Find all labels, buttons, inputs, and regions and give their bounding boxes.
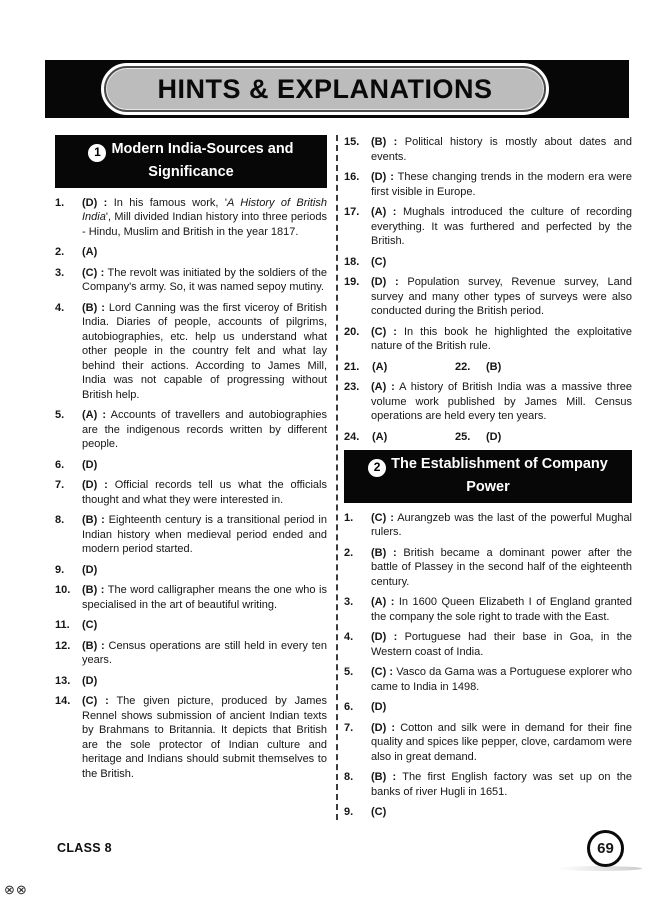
answer-item xyxy=(344,255,632,270)
question-number: 6. xyxy=(55,458,65,471)
answer-item xyxy=(344,595,632,624)
answer-text xyxy=(82,563,327,578)
answer-explanation: The revolt was initiated by the soldiers of the Company's army. So, it was named sepoy mutiny. xyxy=(82,266,327,293)
answer-pair-row xyxy=(344,360,632,375)
answer-text xyxy=(371,511,632,540)
answer-explanation: Population survey, Revenue survey, Land survey and many other types of surveys were also conducted during the British period. xyxy=(371,276,632,317)
answer-explanation: Eighteenth century is a transitional period in Indian history when medieval period ended and modern period started. xyxy=(82,514,327,555)
question-number: 4. xyxy=(55,301,65,314)
answer-item xyxy=(55,478,327,507)
answer-item xyxy=(55,245,327,260)
answer-explanation: Aurangzeb was the last of the powerful Mughal rulers. xyxy=(371,511,633,538)
answer-explanation: British became a dominant power after the battle of Plassey in the second half of the eighteenth century. xyxy=(371,546,632,588)
answer-text xyxy=(82,196,327,240)
answer-item xyxy=(55,196,327,240)
answer-item xyxy=(55,694,327,781)
answer-option: (C) : xyxy=(371,511,394,524)
question-number: 23. xyxy=(344,381,360,393)
question-number: 24. xyxy=(344,430,360,443)
answer-explanation: Cotton and silk were in demand for their fine quality and spices like pepper, clove, cardamom were also in great demand. xyxy=(371,721,632,763)
answer-option: (A) : xyxy=(82,409,107,421)
answer-option: (C) xyxy=(82,619,98,631)
question-number: 8. xyxy=(55,514,65,526)
page-header-banner xyxy=(45,60,629,118)
answer-text xyxy=(371,546,632,590)
answer-item xyxy=(55,458,327,473)
answer-text xyxy=(371,380,632,424)
answer-explanation: Official records tell us what the officials thought and what they were interested in. xyxy=(82,479,327,506)
answer-explanation: The first English factory was set up on the banks of river Hugli in 1651. xyxy=(371,771,632,798)
answer-item xyxy=(55,301,327,403)
question-number: 15. xyxy=(344,136,360,148)
answer-text xyxy=(82,301,327,403)
question-number: 17. xyxy=(344,206,360,218)
answer-option: (C) xyxy=(371,806,387,818)
question-number: 18. xyxy=(344,255,360,268)
answer-item xyxy=(344,665,632,694)
question-number: 7. xyxy=(55,479,65,491)
answer-option: (B) xyxy=(486,360,502,373)
answer-text xyxy=(371,255,632,270)
answer-explanation: The word calligrapher means the one who is specialised in the art of beautiful writing. xyxy=(82,584,327,611)
answer-option: (A) xyxy=(372,430,388,443)
question-number: 20. xyxy=(344,325,360,338)
answer-option: (D) : xyxy=(82,196,108,209)
answer-text xyxy=(371,170,632,199)
question-number: 7. xyxy=(344,721,354,734)
answer-explanation: Political history is mostly about dates and events. xyxy=(371,136,632,163)
answer-item xyxy=(344,546,632,590)
answer-item xyxy=(55,674,327,689)
answer-item xyxy=(344,170,632,199)
answer-text xyxy=(371,700,632,715)
answer-text xyxy=(371,630,632,659)
answer-option: (A) : xyxy=(371,381,395,393)
section-title: The Establishment of Company Power xyxy=(391,456,608,495)
answer-item xyxy=(344,205,632,249)
question-number: 1. xyxy=(55,196,65,209)
answer-option: (B) : xyxy=(82,584,105,596)
answer-text xyxy=(371,205,632,249)
question-number: 2. xyxy=(344,546,354,559)
question-number: 12. xyxy=(55,639,71,652)
answer-item xyxy=(55,563,327,578)
answer-option: (A) xyxy=(82,246,98,258)
answer-option: (D) xyxy=(82,563,98,576)
section-title: Modern India-Sources and Significance xyxy=(111,141,294,180)
answer-option: (D) : xyxy=(371,171,394,183)
answer-text xyxy=(82,266,327,295)
answer-text xyxy=(82,458,327,473)
section-header xyxy=(55,135,327,188)
answer-item xyxy=(344,325,632,354)
question-number: 14. xyxy=(55,695,71,707)
answer-item xyxy=(344,805,632,820)
answer-item xyxy=(344,511,632,540)
page-title: HINTS & EXPLANATIONS xyxy=(106,68,544,110)
answer-option: (A) : xyxy=(371,596,395,608)
answer-item xyxy=(344,721,632,765)
answer-explanation: In 1600 Queen Elizabeth I of England granted the company the sole right to trade with the East. xyxy=(371,596,632,623)
answer-option: (C) xyxy=(371,255,387,268)
section-number-badge: 2 xyxy=(368,459,386,477)
column-divider xyxy=(336,135,338,820)
answer-explanation: Vasco da Gama was a Portuguese explorer who came to India in 1498. xyxy=(371,666,632,693)
answer-text xyxy=(371,805,632,820)
answer-item xyxy=(55,618,327,633)
question-number: 19. xyxy=(344,276,360,288)
answer-text xyxy=(82,639,327,668)
answer-item xyxy=(344,380,632,424)
answer-option: (C) : xyxy=(371,325,397,338)
page-number-badge: 69 xyxy=(587,830,624,867)
answer-explanation: Accounts of travellers and autobiographies are the indigenous records written by different people. xyxy=(82,409,327,450)
question-number: 8. xyxy=(344,771,354,783)
answer-explanation: A history of British India was a massive three volume work published by James Mill. Census operations are held every ten years. xyxy=(371,381,632,422)
answer-text xyxy=(371,275,632,319)
answer-text xyxy=(82,408,327,452)
section-header xyxy=(344,450,632,503)
answer-explanation: These changing trends in the modern era were first visible in Europe. xyxy=(371,171,632,198)
answer-item xyxy=(344,630,632,659)
question-number: 10. xyxy=(55,584,71,596)
answer-explanation: Lord Canning was the first viceroy of British India. Diaries of people, accounts of pilgrims, autobiographies, etc. help us understand what other people in the country felt and what lay behind their actions. According to James Mill, India was not capable of progressing without British help. xyxy=(82,301,328,401)
answer-option: (B) : xyxy=(82,639,105,652)
header-title-pill xyxy=(101,63,549,115)
answer-option: (D) : xyxy=(371,631,398,643)
question-number: 9. xyxy=(344,806,354,818)
answer-option: (B) : xyxy=(371,771,397,783)
answer-option: (D) xyxy=(371,701,387,713)
answer-text xyxy=(82,513,327,557)
answer-text xyxy=(82,478,327,507)
answer-option: (B) : xyxy=(371,546,397,559)
answer-text xyxy=(371,325,632,354)
answer-explanation: Portuguese had their base in Goa, in the Western coast of India. xyxy=(371,631,632,658)
answer-option: (D) : xyxy=(82,479,108,491)
answer-explanation: In this book he highlighted the exploitative nature of the British rule. xyxy=(371,325,632,352)
answer-item xyxy=(55,513,327,557)
answer-pair-row xyxy=(344,430,632,445)
left-column xyxy=(55,135,327,787)
answer-option: (A) : xyxy=(371,206,397,218)
answer-text xyxy=(371,595,632,624)
question-number: 13. xyxy=(55,674,71,687)
answer-text xyxy=(82,583,327,612)
question-number: 22. xyxy=(455,360,471,373)
answer-text xyxy=(82,674,327,689)
answer-text xyxy=(371,721,632,765)
page-badge-shadow xyxy=(556,866,642,871)
question-number: 3. xyxy=(55,266,65,279)
answer-item xyxy=(55,408,327,452)
answer-explanation: Census operations are still held in every ten years. xyxy=(82,639,327,666)
question-number: 2. xyxy=(55,246,65,258)
answer-option: (D) : xyxy=(371,276,399,288)
answer-option: (A) xyxy=(372,360,388,373)
answer-text xyxy=(371,770,632,799)
question-number: 21. xyxy=(344,360,360,373)
answer-option: (C) : xyxy=(82,695,109,707)
footer-class-label: CLASS 8 xyxy=(57,841,112,855)
question-number: 25. xyxy=(455,430,471,443)
answer-explanation: In his famous work, 'A History of British India', Mill divided Indian history into three periods - Hindu, Muslim and British in the year 1817. xyxy=(82,196,327,238)
question-number: 5. xyxy=(55,409,65,421)
question-number: 5. xyxy=(344,666,354,678)
print-registration-marks: ⊗⊗ xyxy=(4,882,28,897)
answer-option: (D) xyxy=(82,674,98,687)
question-number: 4. xyxy=(344,631,354,643)
answer-option: (B) : xyxy=(82,514,105,526)
question-number: 11. xyxy=(55,619,70,631)
right-column xyxy=(344,135,632,826)
question-number: 6. xyxy=(344,701,354,713)
answer-option: (D) : xyxy=(371,721,396,734)
question-number: 9. xyxy=(55,563,65,576)
answer-option: (B) : xyxy=(371,136,398,148)
answer-text xyxy=(371,135,632,164)
question-number: 1. xyxy=(344,511,354,524)
answer-item xyxy=(344,135,632,164)
question-number: 3. xyxy=(344,596,354,608)
answer-text xyxy=(371,665,632,694)
answer-explanation: Mughals introduced the culture of recording everything. It was furthered and perfected by the British. xyxy=(371,206,633,247)
answer-item xyxy=(55,266,327,295)
answer-text xyxy=(82,245,327,260)
answer-option: (C) : xyxy=(82,266,105,279)
answer-option: (D) xyxy=(82,458,98,471)
answer-text xyxy=(82,694,327,781)
answer-option: (C) : xyxy=(371,666,394,678)
answer-item xyxy=(55,583,327,612)
answer-item xyxy=(55,639,327,668)
answer-text xyxy=(82,618,327,633)
answer-item xyxy=(344,770,632,799)
section-number-badge: 1 xyxy=(88,144,106,162)
answer-option: (D) xyxy=(486,430,502,443)
answer-item xyxy=(344,275,632,319)
question-number: 16. xyxy=(344,171,360,183)
answer-explanation: The given picture, produced by James Rennel shows submission of ancient Indian texts by Brahmans to Britannia. It depicts that British are the sole protector of Indian culture and heritage and Indians should submit themselves to the British. xyxy=(82,695,327,780)
answer-option: (B) : xyxy=(82,301,105,314)
answer-item xyxy=(344,700,632,715)
